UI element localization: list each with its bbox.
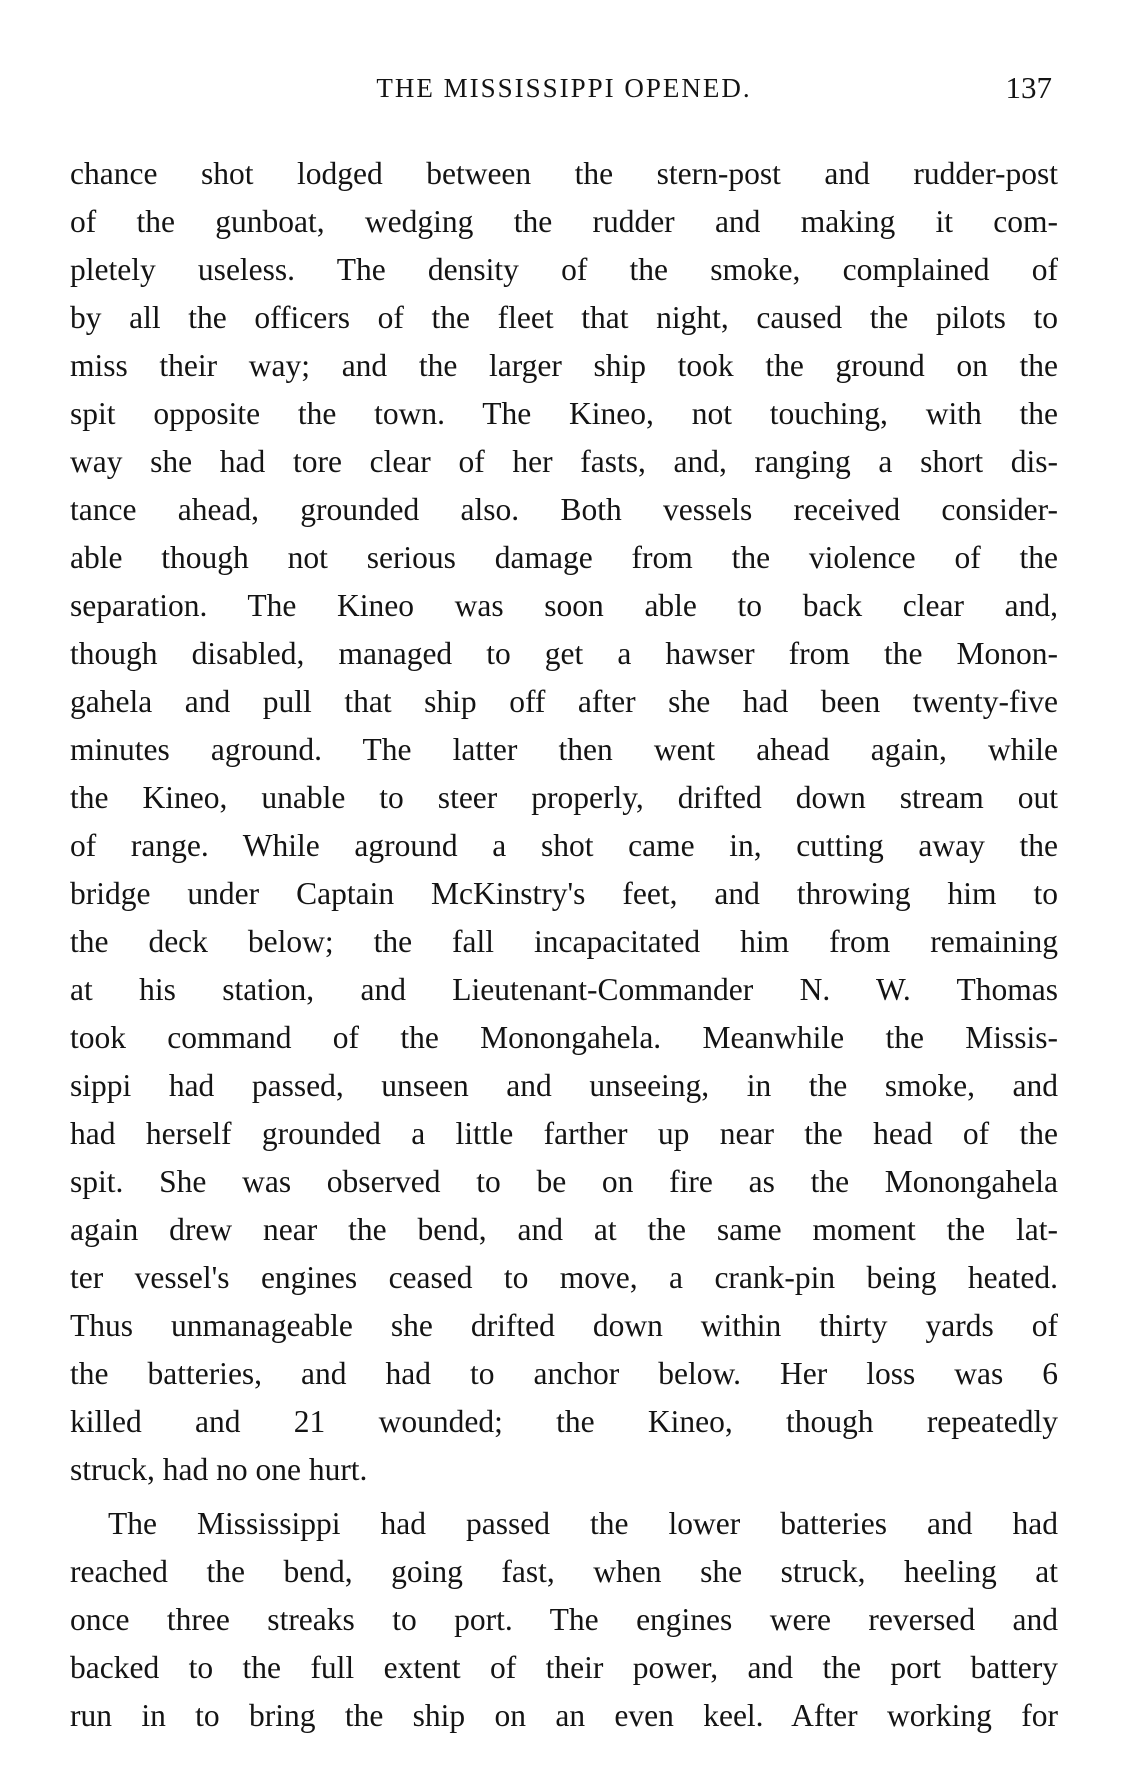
text-line: run in to bring the ship on an even keel. After working for	[70, 1698, 1058, 1733]
text-line: Thus unmanageable she drifted down within thirty yards of	[70, 1308, 1058, 1343]
text-line: tance ahead, grounded also. Both vessels received consider-	[70, 492, 1058, 527]
text-line: chance shot lodged between the stern-post and rudder-post	[70, 156, 1058, 191]
text-line: The Mississippi had passed the lower batteries and had	[108, 1506, 1058, 1541]
text-line: once three streaks to port. The engines were reversed and	[70, 1602, 1058, 1637]
text-line: way she had tore clear of her fasts, and, ranging a short dis-	[70, 444, 1058, 479]
text-line: spit. She was observed to be on fire as the Monongahela	[70, 1164, 1058, 1199]
text-line: bridge under Captain McKinstry's feet, and throwing him to	[70, 876, 1058, 911]
text-line: miss their way; and the larger ship took the ground on the	[70, 348, 1058, 383]
text-line: minutes aground. The latter then went ahead again, while	[70, 732, 1058, 767]
text-line: though disabled, managed to get a hawser from the Monon-	[70, 636, 1058, 671]
text-line: separation. The Kineo was soon able to back clear and,	[70, 588, 1058, 623]
paragraph-1	[70, 150, 1058, 1494]
paragraph-2	[70, 1500, 1058, 1740]
page-number: 137	[1005, 70, 1052, 105]
text-line: gahela and pull that ship off after she had been twenty-five	[70, 684, 1058, 719]
text-line: ter vessel's engines ceased to move, a crank-pin being heated.	[70, 1260, 1058, 1295]
text-line: had herself grounded a little farther up near the head of the	[70, 1116, 1058, 1151]
text-line: spit opposite the town. The Kineo, not touching, with the	[70, 396, 1058, 431]
text-line: sippi had passed, unseen and unseeing, in the smoke, and	[70, 1068, 1058, 1103]
text-line: the Kineo, unable to steer properly, drifted down stream out	[70, 780, 1058, 815]
text-line: able though not serious damage from the violence of the	[70, 540, 1058, 575]
text-line: of the gunboat, wedging the rudder and making it com-	[70, 204, 1058, 239]
body-text	[70, 150, 1058, 1740]
text-line: took command of the Monongahela. Meanwhile the Missis-	[70, 1020, 1058, 1055]
text-line: of range. While aground a shot came in, cutting away the	[70, 828, 1058, 863]
running-head	[70, 68, 1058, 116]
text-line: backed to the full extent of their power, and the port battery	[70, 1650, 1058, 1685]
text-line: by all the officers of the fleet that night, caused the pilots to	[70, 300, 1058, 335]
text-line: reached the bend, going fast, when she struck, heeling at	[70, 1554, 1058, 1589]
text-line: the batteries, and had to anchor below. Her loss was 6	[70, 1356, 1058, 1391]
running-title: THE MISSISSIPPI OPENED.	[376, 73, 752, 103]
text-line: struck, had no one hurt.	[70, 1452, 368, 1487]
text-line: the deck below; the fall incapacitated him from remaining	[70, 924, 1058, 959]
text-line: killed and 21 wounded; the Kineo, though repeatedly	[70, 1404, 1058, 1439]
text-line: at his station, and Lieutenant-Commander N. W. Thomas	[70, 972, 1058, 1007]
text-line: again drew near the bend, and at the same moment the lat-	[70, 1212, 1058, 1247]
text-line: pletely useless. The density of the smoke, complained of	[70, 252, 1058, 287]
